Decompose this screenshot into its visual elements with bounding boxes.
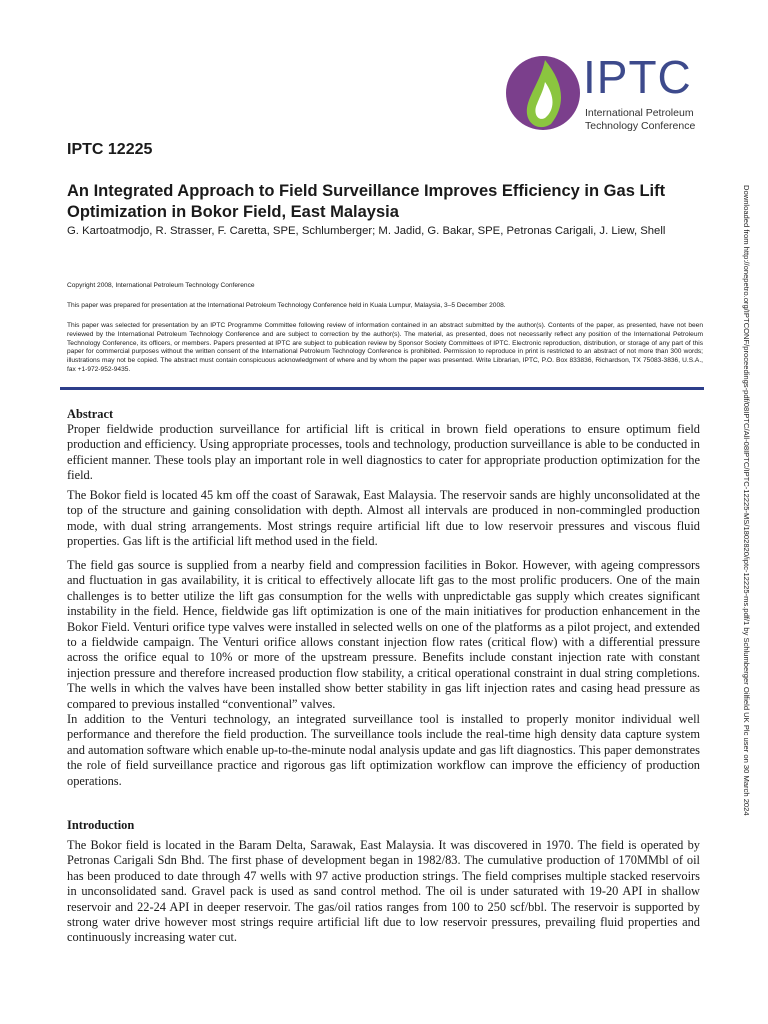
selection-notice: This paper was selected for presentation by an IPTC Programme Committee following review of information contained in an abstract submitted by the author(s). Contents of the paper, as presented, have not been reviewed by the International Petroleum Technology Conference and are subject to correction by the author(s). The material, as presented, does not necessarily reflect any position of the International Petroleum Technology Conference, its officers, or members. Papers presented at IPTC are subject to publication review by Sponsor Society Committees of IPTC. Electronic reproduction, distribution, or storage of any part of this paper for commercial purposes without the written consent of the International Petroleum Technology Conference is prohibited. Permission to reproduce in print is restricted to an abstract of not more than 300 words; illustrations may not be copied. The abstract must contain conspicuous acknowledgment of where and by whom the paper was presented. Write Librarian, IPTC, P.O. Box 833836, Richardson, TX 75083-3836, U.S.A., fax +1-972-952-9435.	[67, 322, 703, 373]
logo-wordmark: IPTC	[583, 51, 692, 103]
abstract-heading: Abstract	[67, 407, 114, 421]
paper-title: An Integrated Approach to Field Surveillance Improves Efficiency in Gas Lift Optimization in Bokor Field, East Malaysia	[67, 182, 666, 221]
abstract-paragraph: In addition to the Venturi technology, an integrated surveillance tool is installed to properly monitor individual well performance and therefore the field production. The surveillance tools include the real-time high density data capture system and automation software which enable up-to-the-minute nodal analysis update and gas lift diagnostics. This paper demonstrates the role of field surveillance practice and rigorous gas lift optimization workflow can improve the efficiency of production operations.	[67, 712, 700, 788]
abstract-paragraph: The field gas source is supplied from a nearby field and compression facilities in Bokor. However, with ageing compressors and fluctuation in gas availability, it is critical to effectively allocate lift gas to the most prolific producers. One of the main challenges is to better utilize the lift gas consumption for the wells with unpredictable gas supply which creates significant instability in the field. Hence, fieldwide gas lift optimization is one of the main initiatives for production enhancement in the Bokor Field. Venturi orifice type valves were installed in selected wells on one of the platforms as a pilot project, and extended to a fieldwide campaign. The Venturi orifice allows constant injection flow rates (critical flow) with a differential pressure across the orifice equal to 10% or more of the upstream pressure. Benefits include constant injection rate with constant injection pressure and therefore increased production flow stability, a critical operational constraint in dual string completions. The wells in which the valves have been installed show better stability in gas lift injection rates and casing head pressure as compared to previous installed “conventional” valves.	[67, 558, 700, 711]
header-divider	[60, 387, 704, 390]
author-list: G. Kartoatmodjo, R. Strasser, F. Caretta, SPE, Schlumberger; M. Jadid, G. Bakar, SPE, Petronas Carigali, J. Liew, Shell	[67, 225, 666, 237]
introduction-paragraph: The Bokor field is located in the Baram Delta, Sarawak, East Malaysia. It was discovered in 1970. The field is operated by Petronas Carigali Sdn Bhd. The first phase of development began in 1982/83. The cumulative production of 170MMbl of oil has been produced to date through 47 wells with 97 active production strings. The field comprises multiple stacked reservoirs in unconsolidated sand. Gravel pack is used as sand control method. The oil is under saturated with 19-20 API in shallow reservoir and 22-24 API in deeper reservoir. The gas/oil ratios ranges from 100 to 250 scf/bbl. The reservoir is supported by strong water drive however most strings require artificial lift due to low reservoir pressures, prevailing fluid properties and continuously increasing water cut.	[67, 838, 700, 945]
presentation-notice: This paper was prepared for presentation at the International Petroleum Technology Conference held in Kuala Lumpur, Malaysia, 3–5 December 2008.	[67, 302, 506, 309]
iptc-logo	[505, 52, 700, 134]
download-watermark	[740, 185, 756, 835]
logo-subtitle-line-1: International Petroleum	[585, 107, 694, 119]
abstract-paragraph: Proper fieldwide production surveillance for artificial lift is critical in brown field operations to ensure optimum field production and efficiency. Using appropriate processes, tools and technology, production surveillance is able to be conducted in efficient manner. These tools play an important role in well diagnostics to cater for appropriate production optimization for the field.	[67, 422, 700, 483]
introduction-heading: Introduction	[67, 818, 135, 832]
paper-number: IPTC 12225	[67, 141, 153, 158]
iptc-logo-emblem-icon	[505, 52, 585, 134]
logo-subtitle-line-2: Technology Conference	[585, 120, 696, 132]
download-watermark-text: Downloaded from http://onepetro.org/IPTCONF/proceedings-pdf/08IPTC/All-08IPTC/IPTC-12225-MS/1802820/iptc-12225-ms.pdf/1 by Schlumberger Oilfield UK Plc user on 30 March 2024	[742, 185, 751, 816]
copyright-notice: Copyright 2008, International Petroleum Technology Conference	[67, 282, 255, 289]
abstract-paragraph: The Bokor field is located 45 km off the coast of Sarawak, East Malaysia. The reservoir sands are highly unconsolidated at the top of the structure and gaining consolidation with depth. Almost all intervals are produced in non-commingled production mode, with dual string arrangements. Most strings require artificial lift due to low reservoir pressures and viscous fluid properties. Gas lift is the artificial lift method used in the field.	[67, 488, 700, 549]
